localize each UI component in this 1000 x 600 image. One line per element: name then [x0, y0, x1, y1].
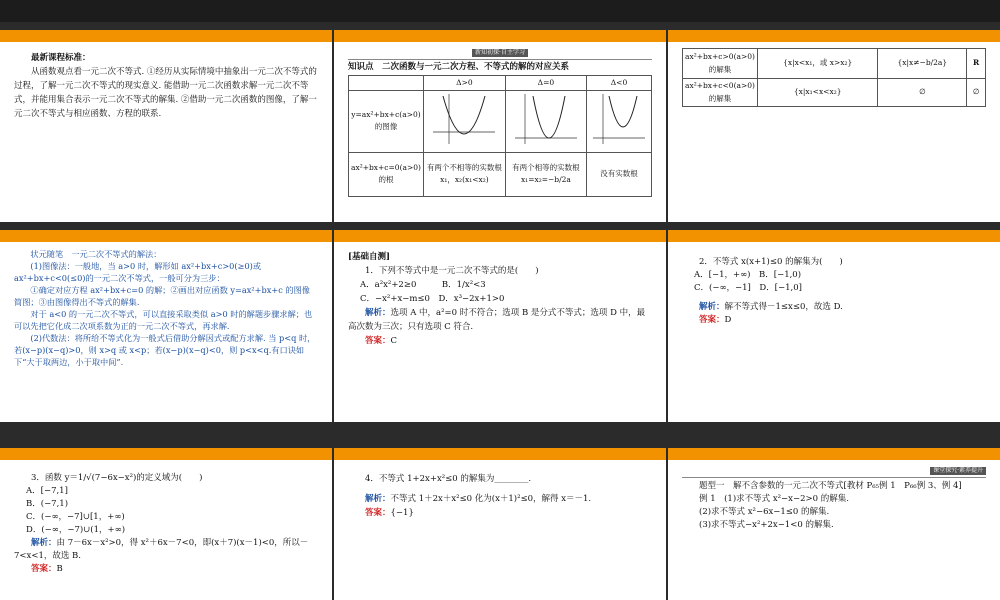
slide-1[interactable] [0, 30, 332, 222]
slide-band [0, 448, 332, 460]
question-4: 4．不等式 1+2x+x²≤0 的解集为________. [365, 474, 532, 484]
set-less-two-roots: {x|x₁<x<x₂} [757, 79, 877, 107]
graph-no-root [586, 91, 651, 153]
graph-one-root [505, 91, 586, 153]
analysis-3 [14, 537, 318, 563]
slide-8[interactable] [334, 448, 666, 600]
option-c: C．−x²+x−m≤0 [360, 294, 430, 304]
answer-label: 答案： [365, 336, 391, 346]
answer-label: 答案： [699, 315, 725, 325]
slide-9[interactable] [668, 448, 1000, 600]
analysis-text: 由 7－6x－x²>0，得 x²＋6x－7<0，即(x＋7)(x－1)<0，所以－7<x<1，故选 B. [14, 538, 309, 561]
question-2-options-ab: A．[−1，+∞) B．[−1,0) [694, 270, 802, 280]
answer-text: D [724, 315, 732, 325]
example-1-part-3: (3)求不等式−x²+2x−1<0 的解集. [699, 520, 834, 530]
row-label-roots: ax²+bx+c=0(a>0)的根 [349, 152, 424, 196]
question-3: 3．函数 y＝1/√(7−6x−x²)的定义域为( ) [31, 473, 203, 483]
row-label-greater: ax²+bx+c>0(a>0)的解集 [683, 49, 758, 79]
answer-text: C [390, 336, 398, 346]
section-header: 课堂探究·素养提升 [930, 467, 986, 475]
example-1-part-2: (2)求不等式 x²−6x−1≤0 的解集. [699, 507, 830, 517]
question-2-options-cd: C．(−∞，−1] D．[−1,0] [694, 283, 802, 293]
set-greater-two-roots: {x|x<x₁，或 x>x₂} [757, 49, 877, 79]
knowledge-point: 知识点 二次函数与一元二次方程、不等式的解的对应关系 [348, 61, 570, 72]
parabola-no-root-icon [589, 92, 649, 146]
option-d: D．x³−2x+1>0 [438, 294, 505, 304]
analysis-label: 解析： [699, 302, 725, 312]
analysis-label: 解析： [31, 538, 57, 548]
answer-2 [682, 314, 986, 327]
course-standard-text: 从函数观点看一元二次不等式. ①经历从实际情境中抽象出一元二次不等式的过程，了解一元二次不等式的现实意义. 能借助一元二次函数求解一元二次不等式，并能用集合表示一元二次不等式的解集. ②借助一元二次函数的图像，了解一元二次不等式与相应函数、方程的联系. [14, 66, 317, 119]
tips-title: 状元随笔 一元二次不等式的解法： [30, 249, 162, 259]
option-c: C．(−∞，−7]∪[1，+∞) [26, 512, 125, 522]
relation-table [348, 75, 652, 197]
parabola-one-root-icon [511, 92, 581, 146]
course-standard-title: 最新课程标准： [31, 53, 91, 63]
slide-band [334, 230, 666, 242]
tips-steps: ①确定对应方程 ax²+bx+c=0 的解；②画出对应函数 y=ax²+bx+c 的图像简图；③由图像得出不等式的解集. [14, 285, 310, 307]
slide-band [668, 30, 1000, 42]
analysis-text: 解不等式得－1≤x≤0，故选 D. [724, 302, 843, 312]
problem-type-1: 题型一 解不含参数的一元二次不等式[教材 P₆₅例 1 P₆₆例 3、例 4] [699, 481, 962, 491]
graph-two-roots [423, 91, 505, 153]
example-1-part-1: 例 1 (1)求不等式 x²−x−2>0 的解集. [699, 494, 849, 504]
row-label-less: ax²+bx+c<0(a>0)的解集 [683, 79, 758, 107]
set-greater-no-root: R [967, 49, 986, 79]
analysis-2 [682, 301, 986, 314]
analysis-label: 解析： [365, 308, 391, 318]
answer-3 [14, 563, 318, 576]
option-a: A．[−7,1] [26, 486, 68, 496]
answer-label: 答案： [31, 564, 57, 574]
answer-1 [348, 334, 652, 348]
roots-two: 有两个不相等的实数根 x₁，x₂(x₁<x₂) [423, 152, 505, 196]
slide-5[interactable] [334, 230, 666, 422]
question-2: 2．不等式 x(x+1)≤0 的解集为( ) [699, 257, 843, 267]
question-1-options-cd [360, 292, 652, 306]
parabola-two-roots-icon [429, 92, 499, 146]
slide-band [334, 448, 666, 460]
col-head-delta-positive: Δ>0 [423, 75, 505, 91]
row-label-graph: y=ax²+bx+c(a>0)的图像 [349, 91, 424, 153]
slide-6[interactable] [668, 230, 1000, 422]
roots-none: 没有实数根 [586, 152, 651, 196]
slide-band [0, 230, 332, 242]
slide-band [0, 30, 332, 42]
analysis-4 [348, 492, 652, 506]
solution-set-table [682, 48, 986, 107]
col-head-delta-negative: Δ<0 [586, 75, 651, 91]
slide-band [668, 448, 1000, 460]
roots-one: 有两个相等的实数根 x₁=x₂=−b/2a [505, 152, 586, 196]
analysis-1 [348, 306, 652, 334]
slide-3[interactable] [668, 30, 1000, 222]
answer-label: 答案： [365, 508, 391, 518]
answer-text: B [56, 564, 63, 574]
table-corner [349, 75, 424, 91]
slide-band [668, 230, 1000, 242]
option-b: B．(−7,1) [26, 499, 69, 509]
slide-2[interactable] [334, 30, 666, 222]
section-header: 新知初探·自主学习 [472, 49, 528, 57]
slide-band [334, 30, 666, 42]
tips-algebra-method: (2)代数法：将所给不等式化为一般式后借助分解因式或配方求解. 当 p<q 时，若(x−p)(x−q)>0，则 x>q 或 x<p；若(x−p)(x−q)<0，则 p<x<q.有口诀如下“大于取两边，小于取中间”. [14, 333, 316, 367]
option-d: D．(−∞，−7)∪(1，+∞) [26, 525, 126, 535]
answer-4 [348, 506, 652, 520]
set-greater-one-root: {x|x≠−b/2a} [878, 49, 967, 79]
tips-negative-a: 对于 a<0 的一元二次不等式，可以直接采取类似 a>0 时的解题步骤求解；也可以先把它化成二次项系数为正的一元二次不等式，再求解. [14, 309, 313, 331]
tips-graph-method: (1)图像法：一般地，当 a>0 时，解形如 ax²+bx+c>0(≥0)或 ax²+bx+c<0(≤0)的一元二次不等式，一般可分为三步： [14, 261, 262, 283]
analysis-label: 解析： [365, 494, 391, 504]
question-1: 1．下列不等式中是一元二次不等式的是( ) [365, 266, 539, 276]
slide-7[interactable] [0, 448, 332, 600]
answer-text: {−1} [390, 508, 414, 518]
analysis-text: 选项 A 中，a²=0 时不符合；选项 B 是分式不等式；选项 D 中，最高次数为三次；只有选项 C 符合. [348, 308, 646, 332]
option-a: A．a²x²+2≥0 [360, 280, 417, 290]
col-head-delta-zero: Δ=0 [505, 75, 586, 91]
section-basic-test: [基础自测] [348, 252, 391, 262]
slide-4[interactable] [0, 230, 332, 422]
set-less-one-root: ∅ [878, 79, 967, 107]
analysis-text: 不等式 1＋2x＋x²≤0 化为(x＋1)²≤0，解得 x＝－1. [390, 494, 592, 504]
question-1-options-ab [360, 278, 652, 292]
set-less-no-root: ∅ [967, 79, 986, 107]
option-b: B．1/x²<3 [441, 280, 486, 290]
top-bar [0, 0, 1000, 22]
